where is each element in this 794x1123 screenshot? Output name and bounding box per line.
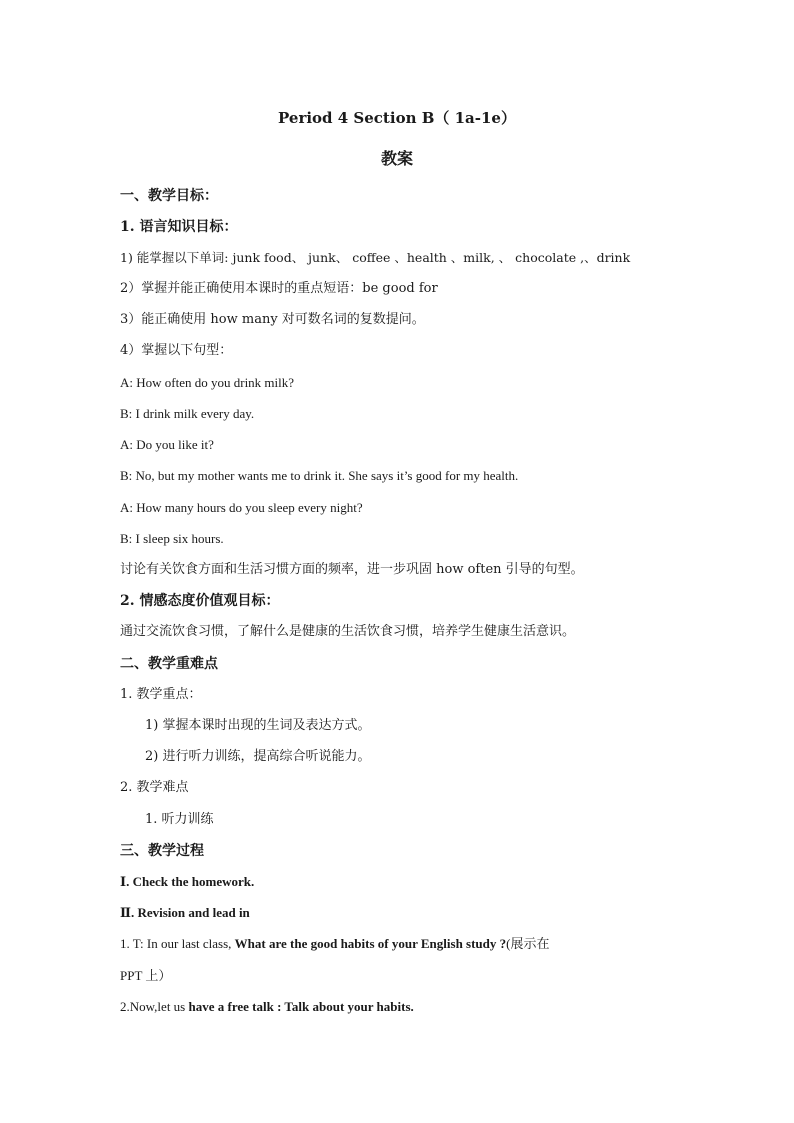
- objective-3: 3）能正确使用 how many 对可数名词的复数提问。: [120, 312, 425, 327]
- objective-2: 2）掌握并能正确使用本课时的重点短语：be good for: [120, 281, 438, 296]
- sentence-3: A: Do you like it?: [120, 437, 214, 452]
- free-talk-prefix: 2.Now,let us: [120, 999, 189, 1014]
- key-point-1: 1) 掌握本课时出现的生词及表达方式。: [145, 718, 371, 733]
- sentence-2: B: I drink milk every day.: [120, 406, 255, 421]
- teacher-question-prefix: 1. T: In our last class,: [120, 936, 235, 951]
- difficult-points-label: 2. 教学难点: [120, 780, 189, 795]
- sentence-1: A: How often do you drink milk?: [120, 375, 295, 390]
- subheading-language-objectives: 1. 语言知识目标：: [120, 219, 238, 235]
- emotion-text: 通过交流饮食习惯，了解什么是健康的生活饮食习惯，培养学生健康生活意识。: [120, 624, 576, 639]
- step-revision: Ⅱ. Revision and lead in: [120, 905, 250, 920]
- objective-4: 4）掌握以下句型：: [120, 343, 233, 358]
- key-point-2: 2) 进行听力训练，提高综合听说能力。: [145, 749, 371, 764]
- subheading-emotion-objectives: 2. 情感态度价值观目标：: [120, 593, 280, 609]
- section-heading-process: 三、教学过程: [120, 843, 204, 859]
- sentence-4: B: No, but my mother wants me to drink it. She says it’s good for my health.: [120, 468, 519, 483]
- step-check-homework: Ⅰ. Check the homework.: [120, 874, 255, 889]
- doc-title: Period 4 Section B（ 1a-1e）: [278, 109, 516, 127]
- teacher-question-continuation: PPT 上）: [120, 968, 172, 983]
- key-points-label: 1. 教学重点：: [120, 687, 202, 702]
- section-heading-key-points: 二、教学重难点: [120, 656, 218, 672]
- sentence-5: A: How many hours do you sleep every night?: [120, 500, 363, 515]
- difficult-point-1: 1. 听力训练: [145, 812, 214, 827]
- teacher-question-suffix: (展示在: [506, 936, 550, 951]
- discussion-text: 讨论有关饮食方面和生活习惯方面的频率，进一步巩固 how often 引导的句型。: [120, 562, 584, 577]
- sentence-6: B: I sleep six hours.: [120, 531, 224, 546]
- section-heading-objectives: 一、教学目标：: [120, 188, 218, 204]
- doc-subtitle: 教案: [380, 149, 413, 168]
- teacher-question-bold: What are the good habits of your English study ?: [234, 936, 507, 951]
- free-talk-bold: have a free talk : Talk about your habits.: [188, 999, 414, 1014]
- objective-1: 1) 能掌握以下单词: junk food、 junk、 coffee 、health 、milk, 、 chocolate ,、drink: [120, 250, 631, 265]
- teacher-question-line: [120, 935, 680, 953]
- free-talk-line: [120, 998, 680, 1016]
